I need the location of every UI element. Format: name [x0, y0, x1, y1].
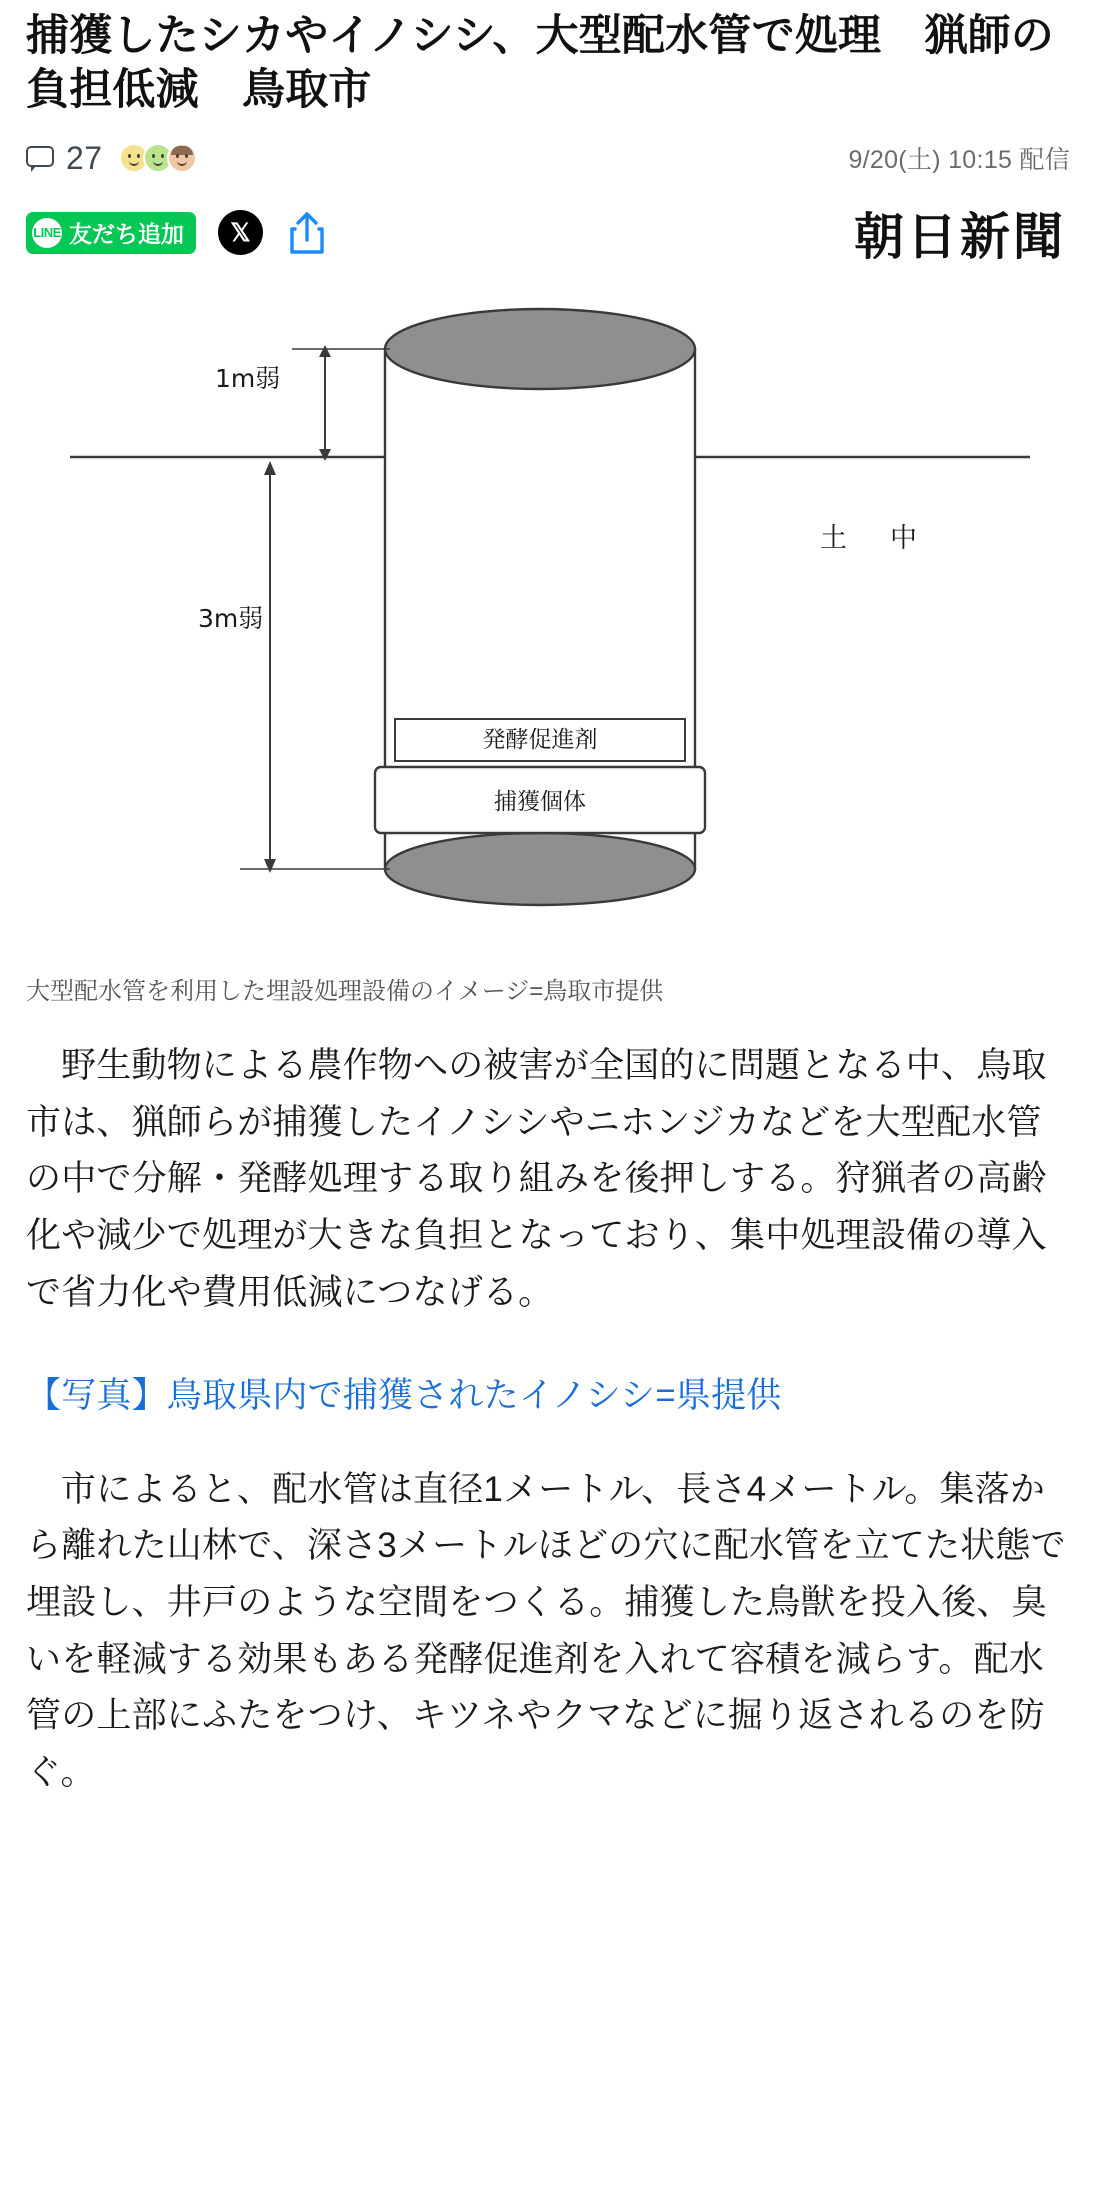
related-photo-link[interactable]: 【写真】鳥取県内で捕獲されたイノシシ=県提供 — [26, 1375, 782, 1415]
share-button[interactable] — [285, 210, 329, 256]
share-actions — [26, 210, 329, 256]
svg-text:1m弱: 1m弱 — [215, 363, 281, 393]
publish-timestamp: 9/20(土) 10:15 配信 — [848, 146, 1070, 174]
svg-text:発酵促進剤: 発酵促進剤 — [482, 726, 598, 753]
comment-count: 27 — [66, 139, 103, 176]
diagram-image — [30, 297, 1066, 957]
article-paragraph-2: 市によると、配水管は直径1メートル、長さ4メートル。集落から離れた山林で、深さ3メートルほどの穴に配水管を立てた状態で埋設し、井戸のような空間をつくる。捕獲した鳥獣を投入後、臭いを軽減する効果もある発酵促進剤を入れて容積を減らす。配水管の上部にふたをつけ、キツネやクマなどに掘り返されるのを防ぐ。 — [26, 1469, 1066, 1792]
comment-group[interactable] — [26, 140, 197, 177]
line-add-friend-label: 友だち追加 — [69, 221, 184, 247]
x-share-button[interactable] — [218, 210, 263, 255]
figure-caption: 大型配水管を利用した埋設処理設備のイメージ=鳥取市提供 — [26, 977, 664, 1005]
page-title: 捕獲したシカやイノシシ、大型配水管で処理 猟師の負担低減 鳥取市 — [26, 12, 1054, 114]
article-meta-row — [26, 140, 1070, 177]
line-icon: LINE — [32, 218, 62, 248]
article-figure — [0, 297, 1096, 957]
publisher-logo: 朝日新聞 — [854, 206, 1066, 266]
svg-text:捕獲個体: 捕獲個体 — [494, 788, 586, 815]
reaction-faces — [119, 143, 197, 173]
action-row — [26, 197, 1070, 269]
x-icon: 𝕏 — [230, 219, 251, 247]
line-add-friend-button[interactable] — [26, 212, 196, 254]
pipe-burial-diagram — [30, 297, 1066, 957]
comment-bubble-icon[interactable] — [26, 146, 56, 171]
article-paragraph-1: 野生動物による農作物への被害が全国的に問題となる中、鳥取市は、猟師らが捕獲したイノシシやニホンジカなどを大型配水管の中で分解・発酵処理する取り組みを後押しする。狩猟者の高齢化や減少で処理が大きな負担となっており、集中処理設備の導入で省力化や費用低減につなげる。 — [26, 1046, 1047, 1312]
article-page — [0, 10, 1096, 1842]
reaction-face-3 — [167, 143, 197, 173]
svg-text:3m弱: 3m弱 — [198, 603, 264, 633]
svg-text:土 中: 土 中 — [820, 522, 925, 554]
share-icon — [285, 210, 329, 256]
